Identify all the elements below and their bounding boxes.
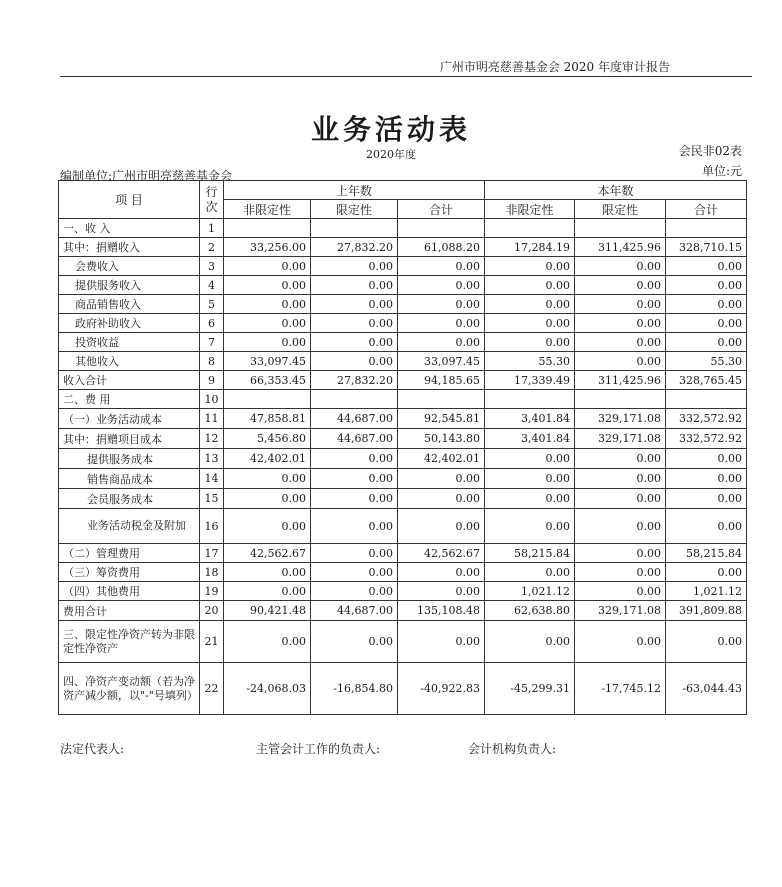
cell-curr-restricted [575,219,666,238]
cell-curr-restricted: 0.00 [575,469,666,489]
cell-curr-unrestricted: 3,401.84 [485,429,575,449]
cell-prev-restricted: 0.00 [311,257,398,276]
cell-curr-unrestricted [485,390,575,409]
row-item-label: 收入合计 [59,371,200,390]
cell-curr-restricted: 0.00 [575,582,666,601]
col-header-prev-restricted: 限定性 [311,200,398,219]
accounting-dept-label: 会计机构负责人: [468,742,557,756]
cell-curr-unrestricted: 17,339.49 [485,371,575,390]
table-row [59,621,747,663]
cell-prev-total: 42,402.01 [398,449,485,469]
table-row [59,276,747,295]
cell-prev-unrestricted: 42,402.01 [224,449,311,469]
report-header: 广州市明亮慈善基金会 2020 年度审计报告 [439,60,670,74]
cell-prev-unrestricted: 0.00 [224,621,311,663]
row-item-label: 三、限定性净资产转为非限定性净资产 [59,621,200,663]
table-row [59,663,747,715]
cell-curr-unrestricted [485,219,575,238]
cell-curr-total: -63,044.43 [666,663,747,715]
cell-curr-restricted: 0.00 [575,257,666,276]
cell-curr-restricted: 0.00 [575,509,666,544]
row-item-label: 二、费 用 [59,390,200,409]
cell-prev-total: 0.00 [398,333,485,352]
cell-curr-restricted [575,390,666,409]
page-title: 业务活动表 [310,113,471,146]
cell-curr-restricted: -17,745.12 [575,663,666,715]
cell-curr-total: 0.00 [666,509,747,544]
cell-curr-total: 0.00 [666,449,747,469]
table-row [59,544,747,563]
cell-prev-total [398,219,485,238]
cell-curr-total: 328,710.15 [666,238,747,257]
cell-prev-total: 0.00 [398,509,485,544]
cell-curr-total: 0.00 [666,489,747,509]
cell-curr-total: 328,765.45 [666,371,747,390]
cell-prev-restricted: 0.00 [311,582,398,601]
table-row [59,582,747,601]
table-row [59,601,747,621]
cell-curr-restricted: 0.00 [575,489,666,509]
row-item-label: 其中：捐赠项目成本 [59,429,200,449]
cell-curr-unrestricted: 0.00 [485,563,575,582]
cell-curr-restricted: 329,171.08 [575,409,666,429]
cell-prev-restricted [311,390,398,409]
cell-prev-unrestricted: 0.00 [224,257,311,276]
cell-prev-unrestricted: 90,421.48 [224,601,311,621]
cell-prev-unrestricted: 47,858.81 [224,409,311,429]
activity-statement-table [58,180,747,715]
cell-curr-restricted: 311,425.96 [575,238,666,257]
row-number: 5 [200,295,224,314]
cell-curr-restricted: 0.00 [575,563,666,582]
form-code: 会民非02表 [678,144,742,158]
row-item-label: （二）管理费用 [59,544,200,563]
cell-prev-unrestricted: 0.00 [224,563,311,582]
cell-prev-restricted: 0.00 [311,544,398,563]
row-item-label: 提供服务成本 [59,449,200,469]
cell-curr-unrestricted: 0.00 [485,333,575,352]
report-year: 2020年度 [366,148,416,161]
cell-curr-unrestricted: 62,638.80 [485,601,575,621]
cell-prev-total: 0.00 [398,469,485,489]
row-item-label: （三）筹资费用 [59,563,200,582]
cell-prev-total: 0.00 [398,621,485,663]
row-item-label: 业务活动税金及附加 [59,509,200,544]
row-number: 14 [200,469,224,489]
cell-prev-unrestricted: 33,256.00 [224,238,311,257]
cell-curr-unrestricted: -45,299.31 [485,663,575,715]
cell-curr-total: 1,021.12 [666,582,747,601]
cell-prev-total: 0.00 [398,563,485,582]
table-row [59,409,747,429]
row-number: 21 [200,621,224,663]
row-number: 4 [200,276,224,295]
cell-prev-unrestricted: 0.00 [224,582,311,601]
cell-curr-restricted: 0.00 [575,314,666,333]
cell-prev-unrestricted: 0.00 [224,333,311,352]
table-row [59,295,747,314]
cell-curr-unrestricted: 0.00 [485,314,575,333]
cell-curr-total: 0.00 [666,621,747,663]
row-number: 13 [200,449,224,469]
cell-curr-unrestricted: 0.00 [485,489,575,509]
cell-prev-restricted: 44,687.00 [311,409,398,429]
row-item-label: （四）其他费用 [59,582,200,601]
cell-curr-restricted: 311,425.96 [575,371,666,390]
row-number: 1 [200,219,224,238]
table-row [59,469,747,489]
cell-prev-restricted: 0.00 [311,314,398,333]
cell-curr-restricted: 0.00 [575,276,666,295]
table-row [59,449,747,469]
cell-curr-total: 0.00 [666,257,747,276]
row-number: 12 [200,429,224,449]
table-row [59,489,747,509]
row-item-label: 一、收 入 [59,219,200,238]
table-row [59,314,747,333]
currency-unit: 单位:元 [701,164,742,178]
cell-prev-restricted: 27,832.20 [311,238,398,257]
cell-prev-restricted [311,219,398,238]
cell-curr-total: 0.00 [666,295,747,314]
cell-prev-unrestricted: -24,068.03 [224,663,311,715]
cell-prev-unrestricted: 33,097.45 [224,352,311,371]
row-number: 22 [200,663,224,715]
accounting-head-label: 主管会计工作的负责人: [256,742,381,756]
col-header-curr-year: 本年数 [485,181,747,200]
cell-prev-total: 135,108.48 [398,601,485,621]
row-item-label: 费用合计 [59,601,200,621]
cell-curr-unrestricted: 0.00 [485,276,575,295]
cell-curr-total: 0.00 [666,276,747,295]
cell-curr-unrestricted: 17,284.19 [485,238,575,257]
col-header-rowno: 行次 [200,181,224,219]
cell-prev-restricted: 27,832.20 [311,371,398,390]
cell-prev-total: 0.00 [398,582,485,601]
cell-prev-total: 61,088.20 [398,238,485,257]
cell-prev-total: -40,922.83 [398,663,485,715]
row-number: 15 [200,489,224,509]
cell-curr-unrestricted: 0.00 [485,449,575,469]
cell-prev-total: 0.00 [398,489,485,509]
cell-curr-unrestricted: 3,401.84 [485,409,575,429]
col-header-prev-unrestricted: 非限定性 [224,200,311,219]
cell-prev-unrestricted [224,390,311,409]
header-divider [60,76,752,77]
compiling-unit: 编制单位:广州市明亮慈善基金会 [60,169,233,183]
cell-prev-restricted: 0.00 [311,621,398,663]
col-header-item: 项 目 [59,181,200,219]
cell-prev-restricted: 0.00 [311,352,398,371]
cell-curr-unrestricted: 58,215.84 [485,544,575,563]
table-row [59,509,747,544]
cell-curr-restricted: 0.00 [575,544,666,563]
cell-curr-unrestricted: 0.00 [485,295,575,314]
row-item-label: （一）业务活动成本 [59,409,200,429]
table-row [59,219,747,238]
cell-prev-restricted: 0.00 [311,469,398,489]
row-number: 17 [200,544,224,563]
cell-curr-restricted: 0.00 [575,449,666,469]
row-number: 7 [200,333,224,352]
cell-curr-restricted: 329,171.08 [575,601,666,621]
col-header-curr-restricted: 限定性 [575,200,666,219]
cell-prev-total: 42,562.67 [398,544,485,563]
row-number: 16 [200,509,224,544]
row-number: 11 [200,409,224,429]
cell-curr-total: 332,572.92 [666,409,747,429]
table-row [59,429,747,449]
cell-prev-restricted: 0.00 [311,489,398,509]
table-row [59,238,747,257]
row-item-label: 商品销售收入 [59,295,200,314]
cell-curr-unrestricted: 0.00 [485,469,575,489]
cell-prev-restricted: 0.00 [311,333,398,352]
cell-prev-restricted: 0.00 [311,563,398,582]
cell-curr-unrestricted: 1,021.12 [485,582,575,601]
legal-representative-label: 法定代表人: [60,742,125,756]
cell-prev-restricted: 44,687.00 [311,429,398,449]
cell-curr-unrestricted: 55.30 [485,352,575,371]
row-number: 6 [200,314,224,333]
row-number: 20 [200,601,224,621]
cell-prev-unrestricted: 0.00 [224,509,311,544]
cell-curr-unrestricted: 0.00 [485,509,575,544]
table-row [59,371,747,390]
cell-curr-total: 391,809.88 [666,601,747,621]
cell-prev-unrestricted [224,219,311,238]
cell-curr-total: 58,215.84 [666,544,747,563]
cell-prev-total: 0.00 [398,314,485,333]
cell-prev-total: 0.00 [398,276,485,295]
cell-curr-restricted: 0.00 [575,295,666,314]
row-item-label: 四、净资产变动额（若为净资产减少额，以"-"号填列） [59,663,200,715]
cell-prev-restricted: 0.00 [311,276,398,295]
cell-prev-restricted: 0.00 [311,295,398,314]
row-number: 2 [200,238,224,257]
cell-prev-unrestricted: 66,353.45 [224,371,311,390]
cell-prev-total: 94,185.65 [398,371,485,390]
col-header-curr-unrestricted: 非限定性 [485,200,575,219]
cell-prev-total [398,390,485,409]
row-number: 3 [200,257,224,276]
cell-curr-total: 0.00 [666,563,747,582]
cell-curr-total: 0.00 [666,314,747,333]
cell-curr-total: 55.30 [666,352,747,371]
row-item-label: 其他收入 [59,352,200,371]
row-item-label: 提供服务收入 [59,276,200,295]
row-item-label: 销售商品成本 [59,469,200,489]
row-number: 9 [200,371,224,390]
cell-curr-restricted: 329,171.08 [575,429,666,449]
cell-prev-restricted: -16,854.80 [311,663,398,715]
table-row [59,352,747,371]
row-number: 18 [200,563,224,582]
cell-curr-restricted: 0.00 [575,352,666,371]
row-number: 19 [200,582,224,601]
col-header-prev-total: 合计 [398,200,485,219]
row-item-label: 会员服务成本 [59,489,200,509]
cell-prev-total: 33,097.45 [398,352,485,371]
cell-prev-unrestricted: 42,562.67 [224,544,311,563]
cell-curr-total: 0.00 [666,469,747,489]
cell-prev-unrestricted: 0.00 [224,489,311,509]
cell-prev-restricted: 0.00 [311,449,398,469]
table-row [59,257,747,276]
col-header-prev-year: 上年数 [224,181,485,200]
cell-prev-unrestricted: 5,456.80 [224,429,311,449]
cell-prev-restricted: 0.00 [311,509,398,544]
table-row [59,390,747,409]
row-number: 10 [200,390,224,409]
cell-prev-total: 92,545.81 [398,409,485,429]
row-number: 8 [200,352,224,371]
table-row [59,563,747,582]
cell-prev-unrestricted: 0.00 [224,314,311,333]
cell-prev-total: 0.00 [398,295,485,314]
row-item-label: 会费收入 [59,257,200,276]
row-item-label: 政府补助收入 [59,314,200,333]
row-item-label: 其中：捐赠收入 [59,238,200,257]
cell-curr-total: 332,572.92 [666,429,747,449]
cell-prev-unrestricted: 0.00 [224,295,311,314]
cell-curr-total [666,390,747,409]
cell-prev-total: 0.00 [398,257,485,276]
cell-curr-restricted: 0.00 [575,621,666,663]
cell-prev-total: 50,143.80 [398,429,485,449]
cell-prev-unrestricted: 0.00 [224,276,311,295]
cell-curr-total [666,219,747,238]
cell-prev-restricted: 44,687.00 [311,601,398,621]
col-header-curr-total: 合计 [666,200,747,219]
cell-prev-unrestricted: 0.00 [224,469,311,489]
cell-curr-unrestricted: 0.00 [485,257,575,276]
table-row [59,333,747,352]
row-item-label: 投资收益 [59,333,200,352]
cell-curr-unrestricted: 0.00 [485,621,575,663]
cell-curr-restricted: 0.00 [575,333,666,352]
cell-curr-total: 0.00 [666,333,747,352]
